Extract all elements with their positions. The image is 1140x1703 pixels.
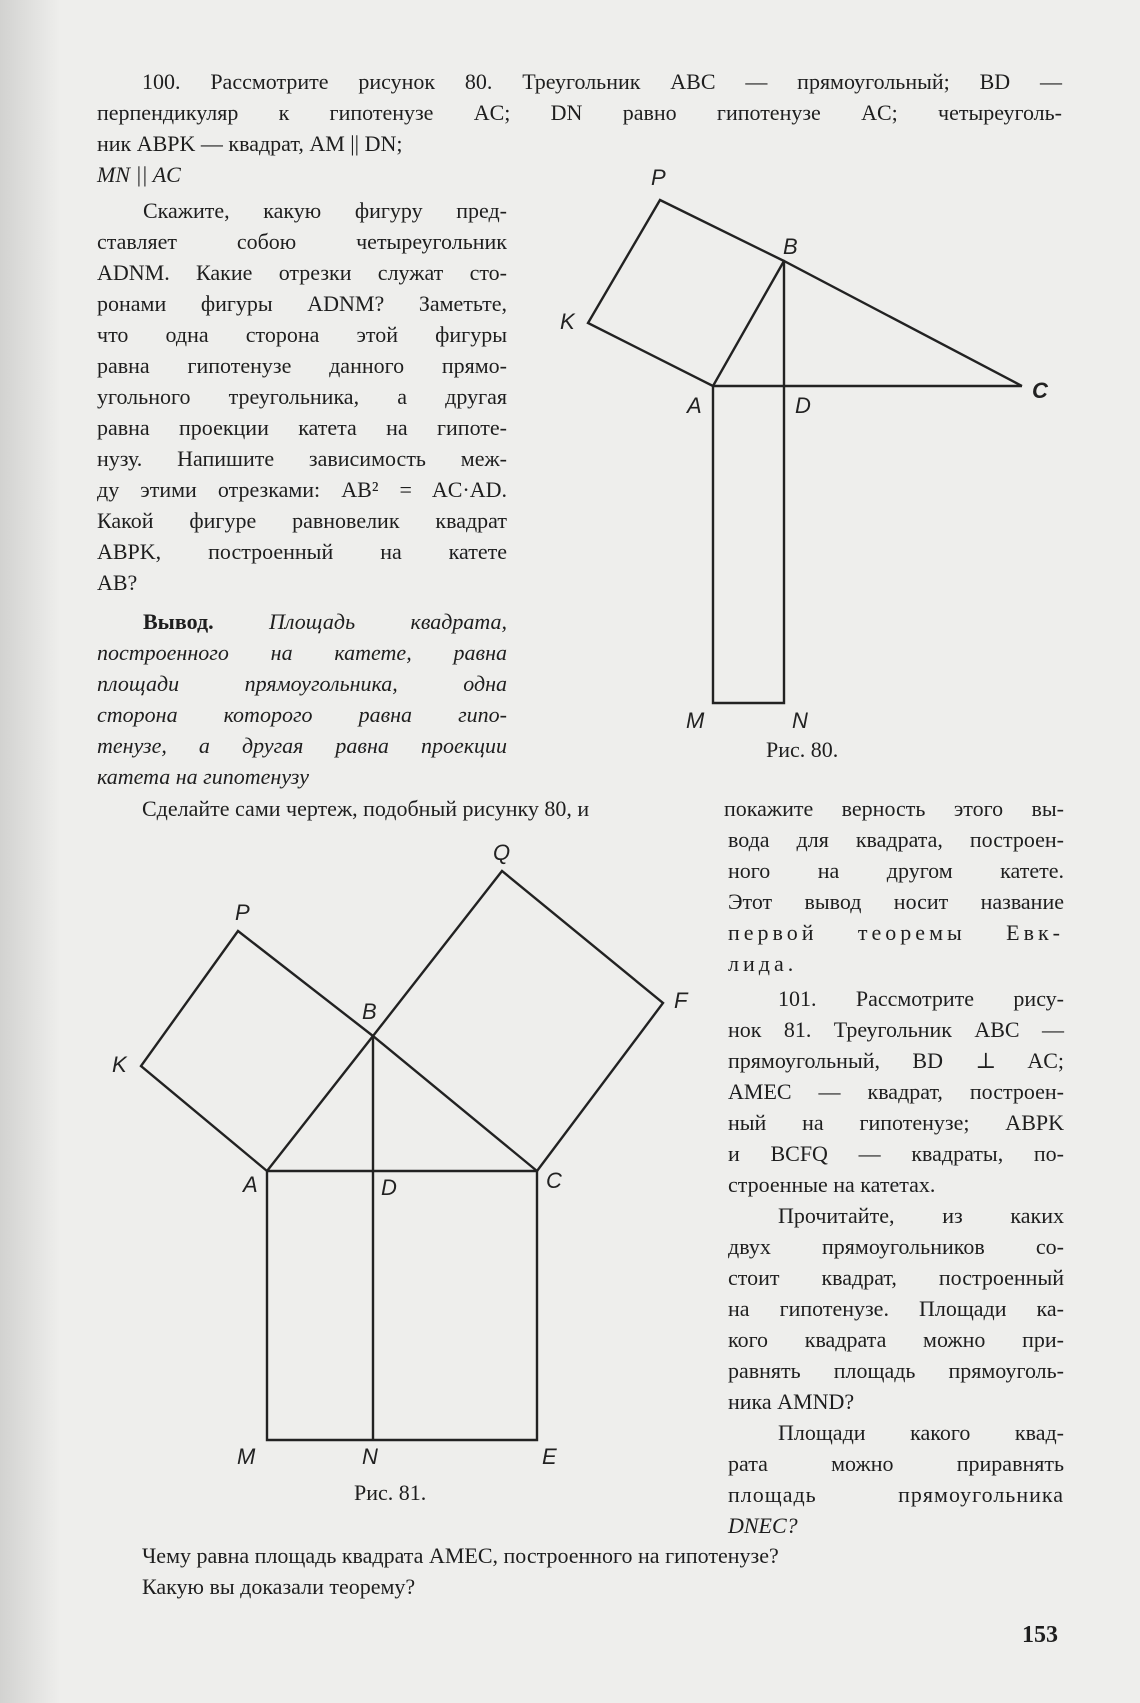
p101-line: и BCFQ — квадраты, по- bbox=[728, 1141, 1064, 1166]
fig80-label-c: C bbox=[1032, 378, 1048, 403]
p100-line-4: MN || AC bbox=[97, 162, 181, 187]
p100-q-line: угольного треугольника, а другая bbox=[97, 384, 507, 409]
fig81-label-f: F bbox=[674, 988, 688, 1013]
p100-q-line: AB? bbox=[97, 570, 138, 595]
fig80-label-n: N bbox=[792, 708, 808, 733]
page-number: 153 bbox=[1022, 1622, 1058, 1648]
p100-line-2: перпендикуляр к гипотенузе AC; DN равно гипотенузе AC; четыреуголь- bbox=[97, 100, 1062, 125]
p101-line: строенные на катетах. bbox=[728, 1172, 936, 1197]
p101-line: прямоугольный, BD ⊥ AC; bbox=[728, 1048, 1064, 1073]
conclusion-line: тенузе, а другая равна проекции bbox=[97, 733, 507, 758]
conclusion-line: сторона которого равна гипо- bbox=[97, 702, 507, 727]
p100-q-line: ронами фигуры ADNM? Заметьте, bbox=[97, 291, 507, 316]
fig81-label-k: K bbox=[112, 1052, 127, 1077]
p101-line: нок 81. Треугольник ABC — bbox=[728, 1017, 1064, 1042]
final-line-2: Какую вы доказали теорему? bbox=[142, 1574, 416, 1599]
p101-line: 101. Рассмотрите рису- bbox=[778, 986, 1064, 1011]
fig80-label-b: B bbox=[783, 234, 798, 259]
fig81-label-p: P bbox=[235, 900, 250, 925]
fig81-label-q: Q bbox=[493, 840, 511, 865]
final-line-1: Чему равна площадь квадрата AMEC, построенного на гипотенузе? bbox=[142, 1543, 779, 1568]
fig81-label-a: A bbox=[243, 1172, 258, 1197]
p101-line: стоит квадрат, построенный bbox=[728, 1265, 1064, 1290]
conclusion-text: Площадь квадрата, bbox=[269, 609, 507, 634]
fig81-label-b: B bbox=[362, 999, 377, 1024]
fig80-label-p: P bbox=[651, 165, 666, 190]
p101-line: кого квадрата можно при- bbox=[728, 1327, 1064, 1352]
fig81-caption: Рис. 81. bbox=[354, 1480, 427, 1505]
p100-q-line: равна гипотенузе данного прямо- bbox=[97, 353, 507, 378]
task-cont-line: ного на другом катете. bbox=[728, 858, 1064, 883]
fig81-label-n: N bbox=[362, 1444, 378, 1469]
fig81-label-c: C bbox=[546, 1168, 562, 1193]
task-cont-line: Этот вывод носит название bbox=[728, 889, 1064, 914]
task-cont-line: первой теоремы Евк- bbox=[728, 920, 1064, 945]
p101-line: рата можно приравнять bbox=[728, 1451, 1064, 1476]
fig81-label-m: M bbox=[237, 1444, 256, 1469]
fig80-label-a: A bbox=[687, 393, 702, 418]
conclusion-label: Вывод. bbox=[143, 609, 214, 634]
p100-line-3: ник ABPK — квадрат, AM || DN; bbox=[97, 131, 403, 156]
fig80-square-abpk bbox=[588, 200, 784, 386]
p101-line: ный на гипотенузе; ABPK bbox=[728, 1110, 1064, 1135]
p101-line: на гипотенузе. Площади ка- bbox=[728, 1296, 1064, 1321]
conclusion-line: площади прямоугольника, одна bbox=[97, 671, 507, 696]
task-line-left: Сделайте сами чертеж, подобный рисунку 80, и bbox=[142, 796, 590, 821]
fig80-rectangle-adnm bbox=[713, 386, 784, 703]
fig80-label-k: K bbox=[560, 309, 575, 334]
fig81-square-amec bbox=[267, 1171, 537, 1440]
fig81-label-d: D bbox=[381, 1175, 397, 1200]
fig80-label-m: M bbox=[686, 708, 705, 733]
task-cont-line: вода для квадрата, построен- bbox=[728, 827, 1064, 852]
fig80-label-d: D bbox=[795, 393, 811, 418]
p101-line: площадь прямоугольника bbox=[728, 1482, 1064, 1507]
fig81-square-bcfq bbox=[373, 871, 663, 1171]
fig80-caption: Рис. 80. bbox=[766, 737, 839, 762]
p101-line: AMEC — квадрат, построен- bbox=[728, 1079, 1064, 1104]
p100-q-line: ставляет собою четыреугольник bbox=[97, 229, 507, 254]
p101-line: двух прямоугольников со- bbox=[728, 1234, 1064, 1259]
fig81-square-abpk bbox=[141, 931, 373, 1171]
p100-q-line: Скажите, какую фигуру пред- bbox=[143, 198, 507, 223]
task-cont-line: лида. bbox=[728, 951, 798, 976]
fig81-label-e: E bbox=[542, 1444, 557, 1469]
p100-q-line: ADNM. Какие отрезки служат сто- bbox=[97, 260, 507, 285]
task-line-right: покажите верность этого вы- bbox=[724, 796, 1064, 821]
p101-line: Площади какого квад- bbox=[778, 1420, 1064, 1445]
p101-line: DNEC? bbox=[728, 1513, 798, 1538]
p101-line: Прочитайте, из каких bbox=[778, 1203, 1064, 1228]
p100-q-line: Какой фигуре равновелик квадрат bbox=[97, 508, 507, 533]
p100-q-line: ABPK, построенный на катете bbox=[97, 539, 507, 564]
p100-line-1: 100. Рассмотрите рисунок 80. Треугольник ABC — прямоугольный; BD — bbox=[142, 69, 1062, 94]
conclusion-line: катета на гипотенузу bbox=[97, 764, 309, 789]
conclusion-line: построенного на катете, равна bbox=[97, 640, 507, 665]
p100-q-line: ду этими отрезками: AB² = AC·AD. bbox=[97, 477, 507, 502]
p101-line: равнять площадь прямоуголь- bbox=[728, 1358, 1064, 1383]
fig81-triangle-abc bbox=[267, 1036, 537, 1171]
p100-q-line: равна проекции катета на гипоте- bbox=[97, 415, 507, 440]
p100-q-line: нузу. Напишите зависимость меж- bbox=[97, 446, 507, 471]
figure-80 bbox=[588, 200, 1022, 703]
p100-q-line: что одна сторона этой фигуры bbox=[97, 322, 507, 347]
figure-81 bbox=[141, 871, 663, 1440]
fig80-triangle-abc bbox=[713, 261, 1022, 386]
p101-line: ника AMND? bbox=[728, 1389, 855, 1414]
